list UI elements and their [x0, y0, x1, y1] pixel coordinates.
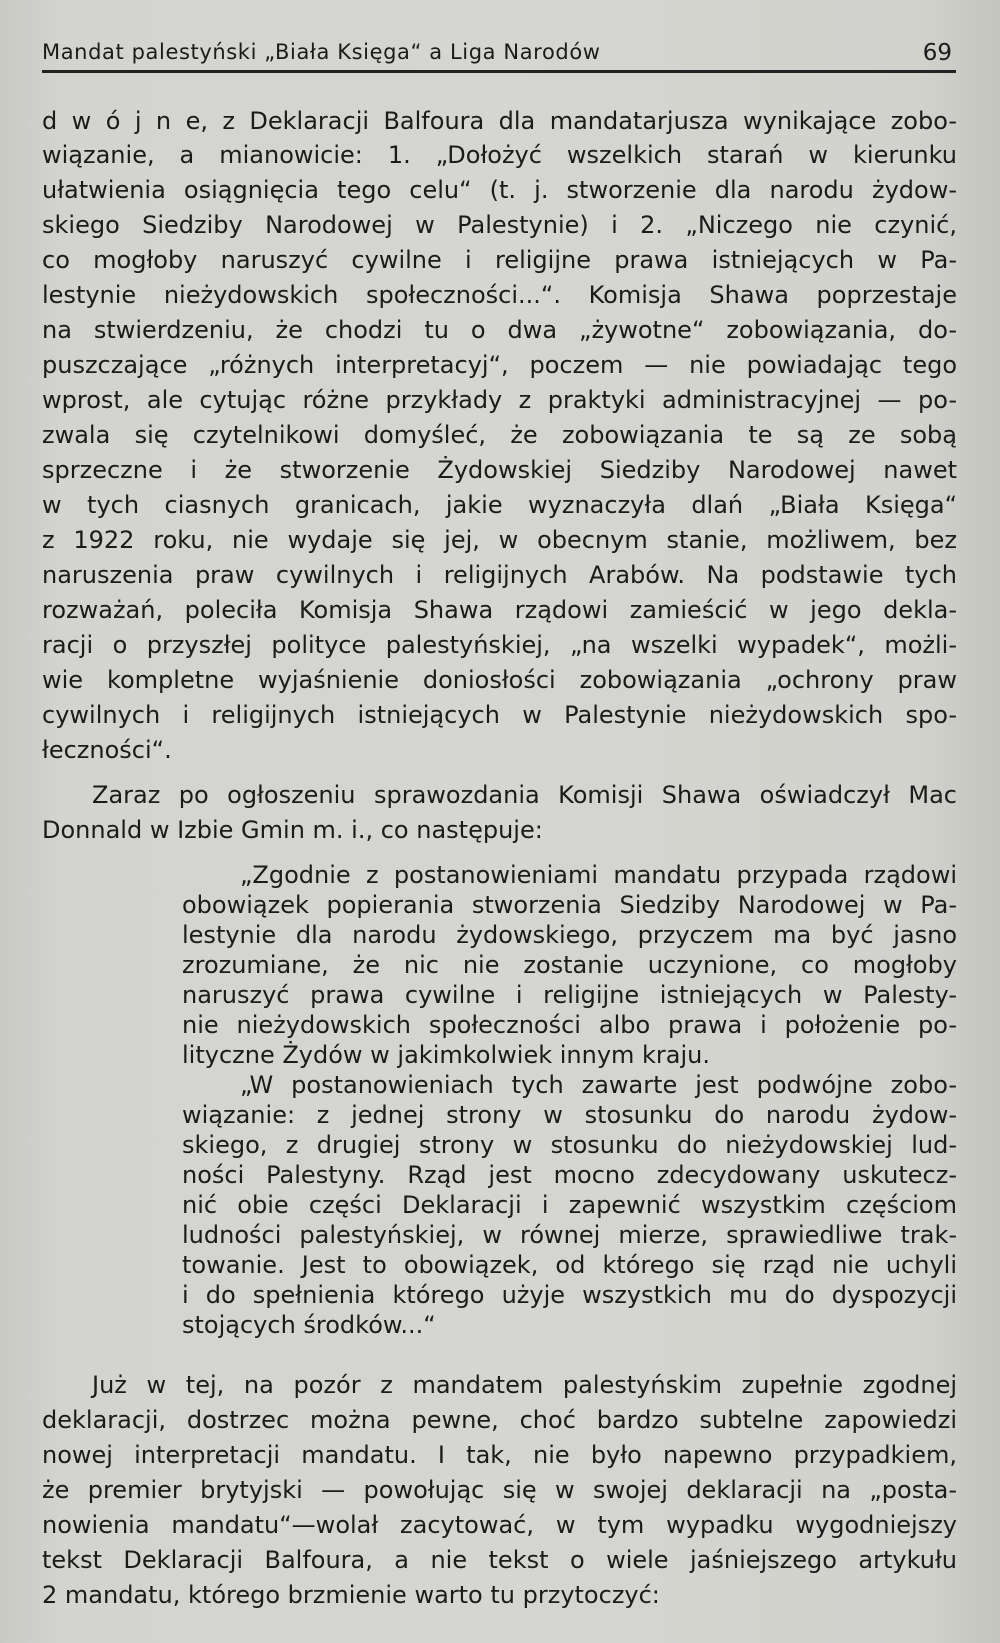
quote-line: naruszyć prawa cywilne i religijne istniejących w Palesty- — [182, 981, 957, 1009]
text-line: rozważań, poleciła Komisja Shawa rządowi zamieścić w jego dekla- — [42, 596, 957, 624]
running-header — [42, 36, 952, 74]
text-line: deklaracji, dostrzec można pewne, choć bardzo subtelne zapowiedzi — [42, 1406, 957, 1434]
text-line: ułatwienia osiągnięcia tego celu“ (t. j. stworzenie dla narodu żydow- — [42, 176, 957, 204]
running-title: Mandat palestyński „Biała Księga“ a Liga Narodów — [42, 40, 601, 64]
text-line: wie kompletne wyjaśnienie doniosłości zobowiązania „ochrony praw — [42, 666, 957, 694]
text-line: w tych ciasnych granicach, jakie wyznaczyła dlań „Biała Księga“ — [42, 491, 957, 519]
text-line: racji o przyszłej polityce palestyńskiej, „na wszelki wypadek“, możli- — [42, 631, 957, 659]
quote-line: i do spełnienia którego użyje wszystkich mu do dyspozycji — [182, 1281, 957, 1309]
text-line: 2 mandatu, którego brzmienie warto tu przytoczyć: — [42, 1581, 660, 1609]
text-line: Donnald w Izbie Gmin m. i., co następuje: — [42, 816, 543, 844]
text-line: sprzeczne i że stworzenie Żydowskiej Siedziby Narodowej nawet — [42, 456, 957, 484]
quote-line: ludności palestyńskiej, w równej mierze, sprawiedliwe trak- — [182, 1221, 957, 1249]
quote-line: obowiązek popierania stworzenia Siedziby Narodowej w Pa- — [182, 891, 957, 919]
text-line: skiego Siedziby Narodowej w Palestynie) i 2. „Niczego nie czynić, — [42, 211, 957, 239]
text-line: nowienia mandatu“—wolał zacytować, w tym wypadku wygodniejszy — [42, 1511, 957, 1539]
text-line: wiązanie, a mianowicie: 1. „Dołożyć wszelkich starań w kierunku — [42, 141, 957, 169]
text-line: zwala się czytelnikowi domyśleć, że zobowiązania te są ze sobą — [42, 421, 957, 449]
text-line: Już w tej, na pozór z mandatem palestyńskim zupełnie zgodnej — [92, 1371, 957, 1399]
text-line: puszczające „różnych interpretacyj“, poczem — nie powiadając tego — [42, 351, 957, 379]
quote-line: towanie. Jest to obowiązek, od którego się rząd nie uchyli — [182, 1251, 957, 1279]
text-line: Zaraz po ogłoszeniu sprawozdania Komisji Shawa oświadczył Mac — [92, 781, 957, 809]
text-line: z 1922 roku, nie wydaje się jej, w obecnym stanie, możliwem, bez — [42, 526, 957, 554]
text-line: co mogłoby naruszyć cywilne i religijne prawa istniejących w Pa- — [42, 246, 957, 274]
text-line: wprost, ale cytując różne przykłady z praktyki administracyjnej — po- — [42, 386, 957, 414]
quote-line: nie nieżydowskich społeczności albo prawa i położenie po- — [182, 1011, 957, 1039]
quote-line: nić obie części Deklaracji i zapewnić wszystkim częściom — [182, 1191, 957, 1219]
quote-line: skiego, z drugiej strony w stosunku do nieżydowskiej lud- — [182, 1131, 957, 1159]
quote-line: lityczne Żydów w jakimkolwiek innym kraju. — [182, 1041, 711, 1069]
page-number: 69 — [922, 40, 952, 66]
quote-line: lestynie dla narodu żydowskiego, przyczem ma być jasno — [182, 921, 957, 949]
text-line: że premier brytyjski — powołując się w swojej deklaracji na „posta- — [42, 1476, 957, 1504]
quote-line: „Zgodnie z postanowieniami mandatu przypada rządowi — [240, 861, 957, 889]
text-line: łeczności“. — [42, 736, 172, 764]
text-line: lestynie nieżydowskich społeczności...“. Komisja Shawa poprzestaje — [42, 281, 957, 309]
text-line: na stwierdzeniu, że chodzi tu o dwa „żywotne“ zobowiązania, do- — [42, 316, 957, 344]
text-line: naruszenia praw cywilnych i religijnych Arabów. Na podstawie tych — [42, 561, 957, 589]
header-rule — [42, 70, 956, 73]
text-line: tekst Deklaracji Balfoura, a nie tekst o wiele jaśniejszego artykułu — [42, 1546, 957, 1574]
text-line: nowej interpretacji mandatu. I tak, nie było napewno przypadkiem, — [42, 1441, 957, 1469]
quote-line: zrozumiane, że nic nie zostanie uczynione, co mogłoby — [182, 951, 957, 979]
quote-line: „W postanowieniach tych zawarte jest podwójne zobo- — [240, 1071, 957, 1099]
text-line: d w ó j n e, z Deklaracji Balfoura dla mandatarjusza wynikające zobo- — [42, 107, 957, 135]
quote-line: ności Palestyny. Rząd jest mocno zdecydowany uskutecz- — [182, 1161, 957, 1189]
text-line: cywilnych i religijnych istniejących w Palestynie nieżydowskich spo- — [42, 701, 957, 729]
quote-line: stojących środków...“ — [182, 1311, 436, 1339]
quote-line: wiązanie: z jednej strony w stosunku do narodu żydow- — [182, 1101, 957, 1129]
